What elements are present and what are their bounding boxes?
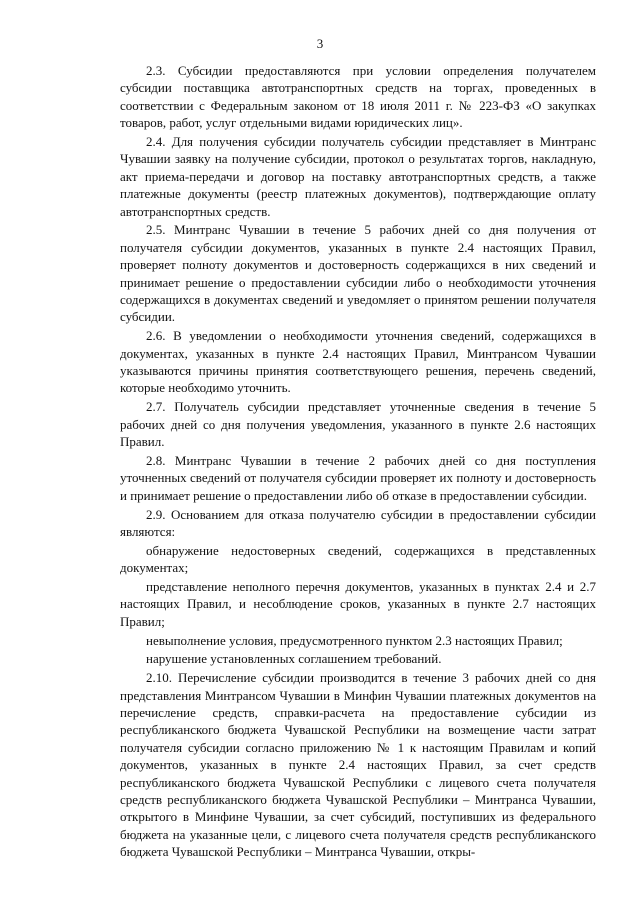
paragraph-2-6: 2.6. В уведомлении о необходимости уточнения сведений, содержащихся в документах, указанных в пункте 2.4 настоящих Правил, Минтрансом Чувашии указываются причины принятия соответствующего решения, перечень сведений, которые необходимо уточнить. <box>120 328 596 396</box>
paragraph-2-5: 2.5. Минтранс Чувашии в течение 5 рабочих дней со дня получения от получателя субсидии документов, указанных в пункте 2.4 настоящих Правил, проверяет полноту документов и достоверность содержащихся в них сведений и принимает решение о предоставлении субсидии либо о необходимости уточнения содержащихся в документах сведений и уведомляет о принятом решении получателя субсидии. <box>120 222 596 325</box>
paragraph-2-9: 2.9. Основанием для отказа получателю субсидии в предоставлении субсидии являются: <box>120 506 596 539</box>
paragraph-2-7: 2.7. Получатель субсидии представляет уточненные сведения в течение 5 рабочих дней со дня получения уведомления, указанного в пункте 2.6 настоящих Правил. <box>120 399 596 450</box>
refusal-reason-3: невыполнение условия, предусмотренного пунктом 2.3 настоящих Правил; <box>146 632 563 648</box>
paragraph-2-3: 2.3. Субсидии предоставляются при условии определения получателем субсидии поставщика автотранспортных средств на торгах, проведенных в соответствии с Федеральным законом от 18 июля 2011 г. № 223-ФЗ «О закупках товаров, работ, услуг отдельными видами юридических лиц». <box>120 63 596 131</box>
document-body <box>120 62 596 862</box>
paragraph-2-10: 2.10. Перечисление субсидии производится в течение 3 рабочих дней со дня представления Минтрансом Чувашии в Минфин Чувашии платежных документов на перечисление средств, справки-расчета на предоставление субсидии из республиканского бюджета Чувашской Республики на возмещение части затрат получателя субсидии согласно приложению № 1 к настоящим Правилам и копий документов, указанных в пункте 2.4 настоящих Правил, за счет средств республиканского бюджета Чувашской Республики с лицевого счета получателя средств республиканского бюджета Чувашской Республики – Минтранса Чувашии, открытого в Минфине Чувашии, за счет субсидий, поступивших из федерального бюджета на указанные цели, с лицевого счета получателя средств республиканского бюджета Чувашской Республики – Минтранса Чувашии, откры- <box>120 670 596 860</box>
refusal-reason-1: обнаружение недостоверных сведений, содержащихся в представленных документах; <box>120 542 596 576</box>
page-number: 3 <box>316 36 324 51</box>
paragraph-2-4: 2.4. Для получения субсидии получатель субсидии представляет в Минтранс Чувашии заявку на получение субсидии, протокол о результатах торгов, накладную, акт приема-передачи и договор на поставку автотранспортных средств, а также платежные документы (реестр платежных документов), подтверждающие оплату автотранспортных средств. <box>120 134 596 219</box>
paragraph-2-8: 2.8. Минтранс Чувашии в течение 2 рабочих дней со дня поступления уточненных сведений от получателя субсидии проверяет их полноту и достоверность и принимает решение о предоставлении либо об отказе в предоставлении субсидии. <box>120 452 596 503</box>
refusal-reason-2: представление неполного перечня документов, указанных в пунктах 2.4 и 2.7 настоящих Правил, и несоблюдение сроков, указанных в пункте 2.7 настоящих Правил; <box>120 578 596 629</box>
refusal-reason-4: нарушение установленных соглашением требований. <box>146 651 442 667</box>
